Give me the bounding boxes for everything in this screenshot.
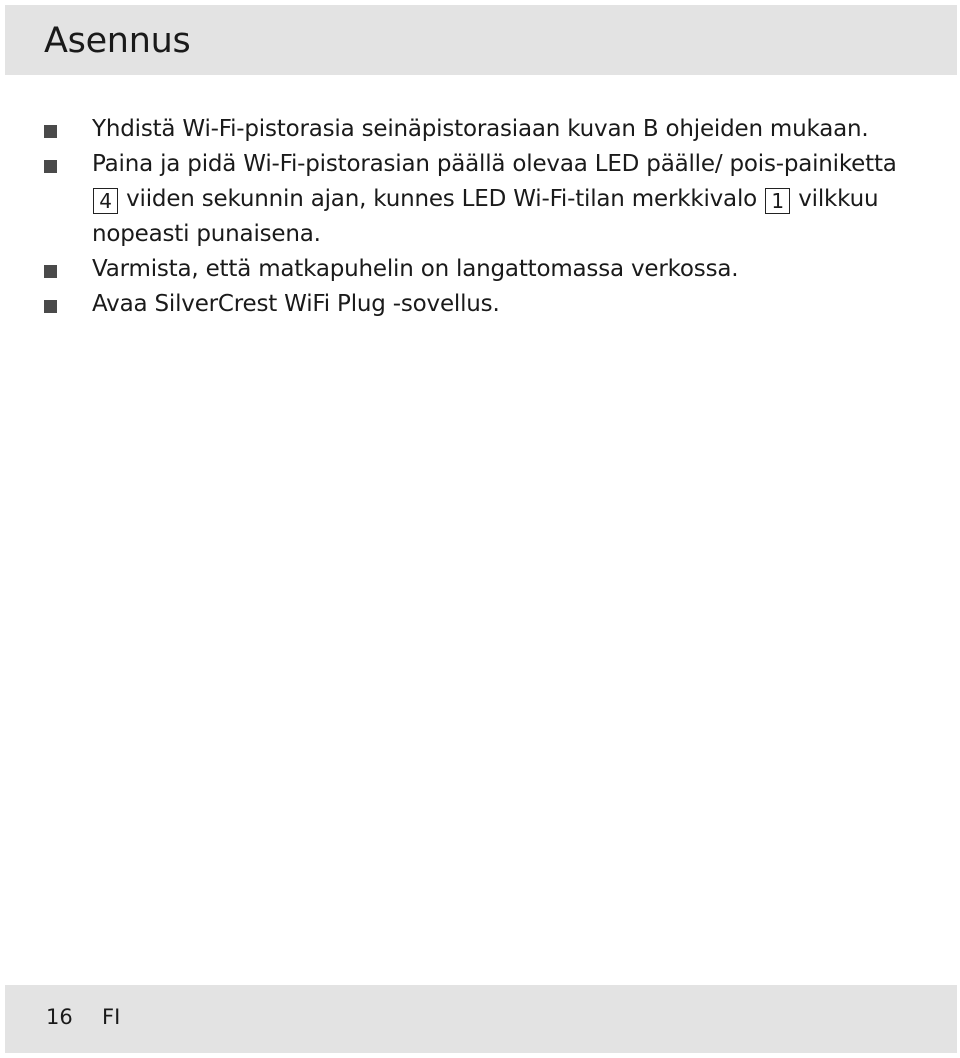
step-text: vilkkuu nopeasti punaisena.: [92, 186, 879, 247]
page-title: Asennus: [44, 21, 191, 61]
list-item: [0, 252, 960, 287]
page-number: 16: [46, 1005, 73, 1029]
language-code: FI: [102, 1005, 121, 1029]
step-text: Yhdistä Wi-Fi-pistorasia seinäpistorasiaan kuvan B ohjeiden mukaan.: [92, 116, 869, 142]
step-text: Avaa SilverCrest WiFi Plug -sovellus.: [92, 291, 500, 317]
footer-band: [5, 985, 957, 1053]
reference-number-badge: 4: [93, 188, 118, 214]
step-text: viiden sekunnin ajan, kunnes LED Wi-Fi-tilan merkkivalo: [126, 186, 758, 212]
square-bullet-icon: [44, 160, 57, 173]
list-item: [0, 147, 960, 252]
step-text: Paina ja pidä Wi-Fi-pistorasian päällä olevaa LED päälle/ pois-painiketta: [92, 151, 897, 177]
square-bullet-icon: [44, 125, 57, 138]
list-item: [0, 112, 960, 147]
square-bullet-icon: [44, 265, 57, 278]
list-item: [0, 287, 960, 322]
step-text: Varmista, että matkapuhelin on langattomassa verkossa.: [92, 256, 739, 282]
square-bullet-icon: [44, 300, 57, 313]
installation-steps-list: [0, 112, 960, 322]
reference-number-badge: 1: [765, 188, 790, 214]
